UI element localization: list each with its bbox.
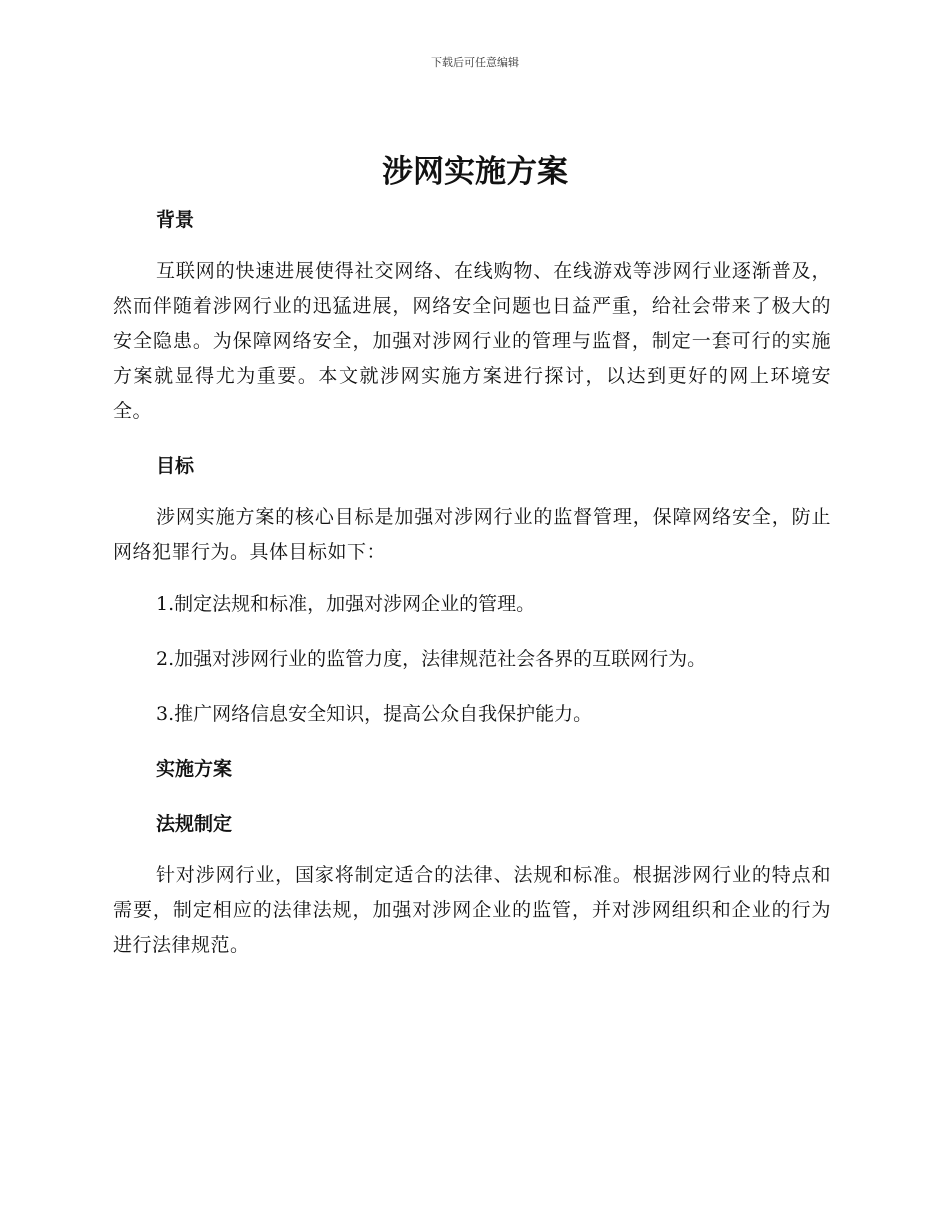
document-title: 涉网实施方案 [382,154,568,190]
section-heading-goals: 目标 [156,455,195,477]
goal-item-3: 3.推广网络信息安全知识，提高公众自我保护能力。 [156,703,593,725]
header-note: 下载后可任意编辑 [431,56,519,69]
goal-item-2: 2.加强对涉网行业的监管力度，法律规范社会各界的互联网行为。 [156,648,707,670]
section-heading-regulation: 法规制定 [156,813,233,835]
regulation-paragraph: 针对涉网行业，国家将制定适合的法律、法规和标准。根据涉网行业的特点和需要，制定相应的法律法规，加强对涉网企业的监管，并对涉网组织和企业的行为进行法律规范。 [113,864,831,956]
goals-paragraph: 涉网实施方案的核心目标是加强对涉网行业的监督管理，保障网络安全，防止网络犯罪行为。具体目标如下： [113,506,831,563]
goal-item-1: 1.制定法规和标准，加强对涉网企业的管理。 [156,593,536,615]
section-heading-plan: 实施方案 [156,758,233,780]
section-heading-background: 背景 [156,209,195,231]
background-paragraph: 互联网的快速进展使得社交网络、在线购物、在线游戏等涉网行业逐渐普及，然而伴随着涉网行业的迅猛进展，网络安全问题也日益严重，给社会带来了极大的安全隐患。为保障网络安全，加强对涉网行业的管理与监督，制定一套可行的实施方案就显得尤为重要。本文就涉网实施方案进行探讨，以达到更好的网上环境安全。 [113,260,831,422]
document-body [113,200,831,963]
